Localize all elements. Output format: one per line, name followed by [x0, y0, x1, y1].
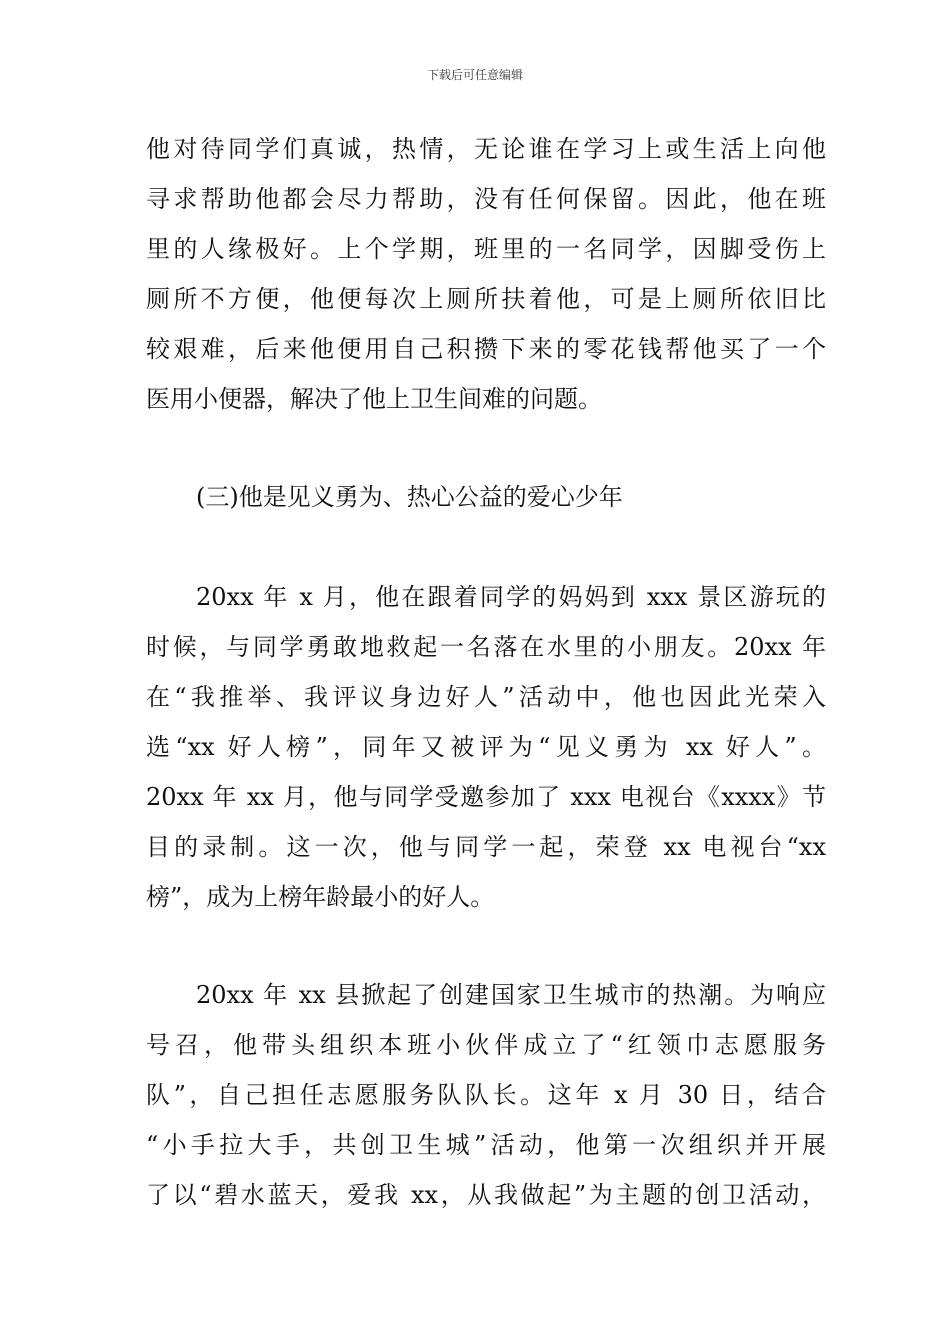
text-line: 医用小便器，解决了他上卫生间难的问题。 [146, 385, 602, 413]
text-line: 在“我推举、我评议身边好人”活动中，他也因此光荣入 [146, 683, 826, 711]
text-line: 20xx 年 x 月，他在跟着同学的妈妈到 xxx 景区游玩的 [196, 583, 826, 611]
text-line: 榜”，成为上榜年龄最小的好人。 [146, 883, 495, 911]
page-header: 下载后可任意编辑 [426, 68, 523, 82]
text-line: 他对待同学们真诚，热情，无论谁在学习上或生活上向他 [146, 135, 826, 163]
text-line: 队”，自己担任志愿服务队队长。这年 x 月 30 日，结合 [146, 1081, 826, 1109]
text-line: 了以“碧水蓝天，爱我 xx，从我做起”为主题的创卫活动， [146, 1181, 826, 1209]
text-line: 20xx 年 xx 县掀起了创建国家卫生城市的热潮。为响应 [196, 981, 826, 1009]
text-line: 选“xx 好人榜”，同年又被评为“见义勇为 xx 好人”。 [146, 733, 826, 761]
text-line: 厕所不方便，他便每次上厕所扶着他，可是上厕所依旧比 [146, 285, 826, 313]
text-line: 号召，他带头组织本班小伙伴成立了“红领巾志愿服务 [146, 1031, 826, 1059]
text-line: 20xx 年 xx 月，他与同学受邀参加了 xxx 电视台《xxxx》节 [146, 783, 826, 811]
section-heading: (三)他是见义勇为、热心公益的爱心少年 [196, 483, 623, 511]
text-line: 目的录制。这一次，他与同学一起，荣登 xx 电视台“xx [146, 833, 826, 861]
text-line: “小手拉大手，共创卫生城”活动，他第一次组织并开展 [146, 1131, 826, 1159]
text-line: 较艰难，后来他便用自己积攒下来的零花钱帮他买了一个 [146, 335, 826, 363]
text-line: 时候，与同学勇敢地救起一名落在水里的小朋友。20xx 年 [146, 633, 826, 661]
text-line: 里的人缘极好。上个学期，班里的一名同学，因脚受伤上 [146, 235, 826, 263]
text-line: 寻求帮助他都会尽力帮助，没有任何保留。因此，他在班 [146, 185, 826, 213]
